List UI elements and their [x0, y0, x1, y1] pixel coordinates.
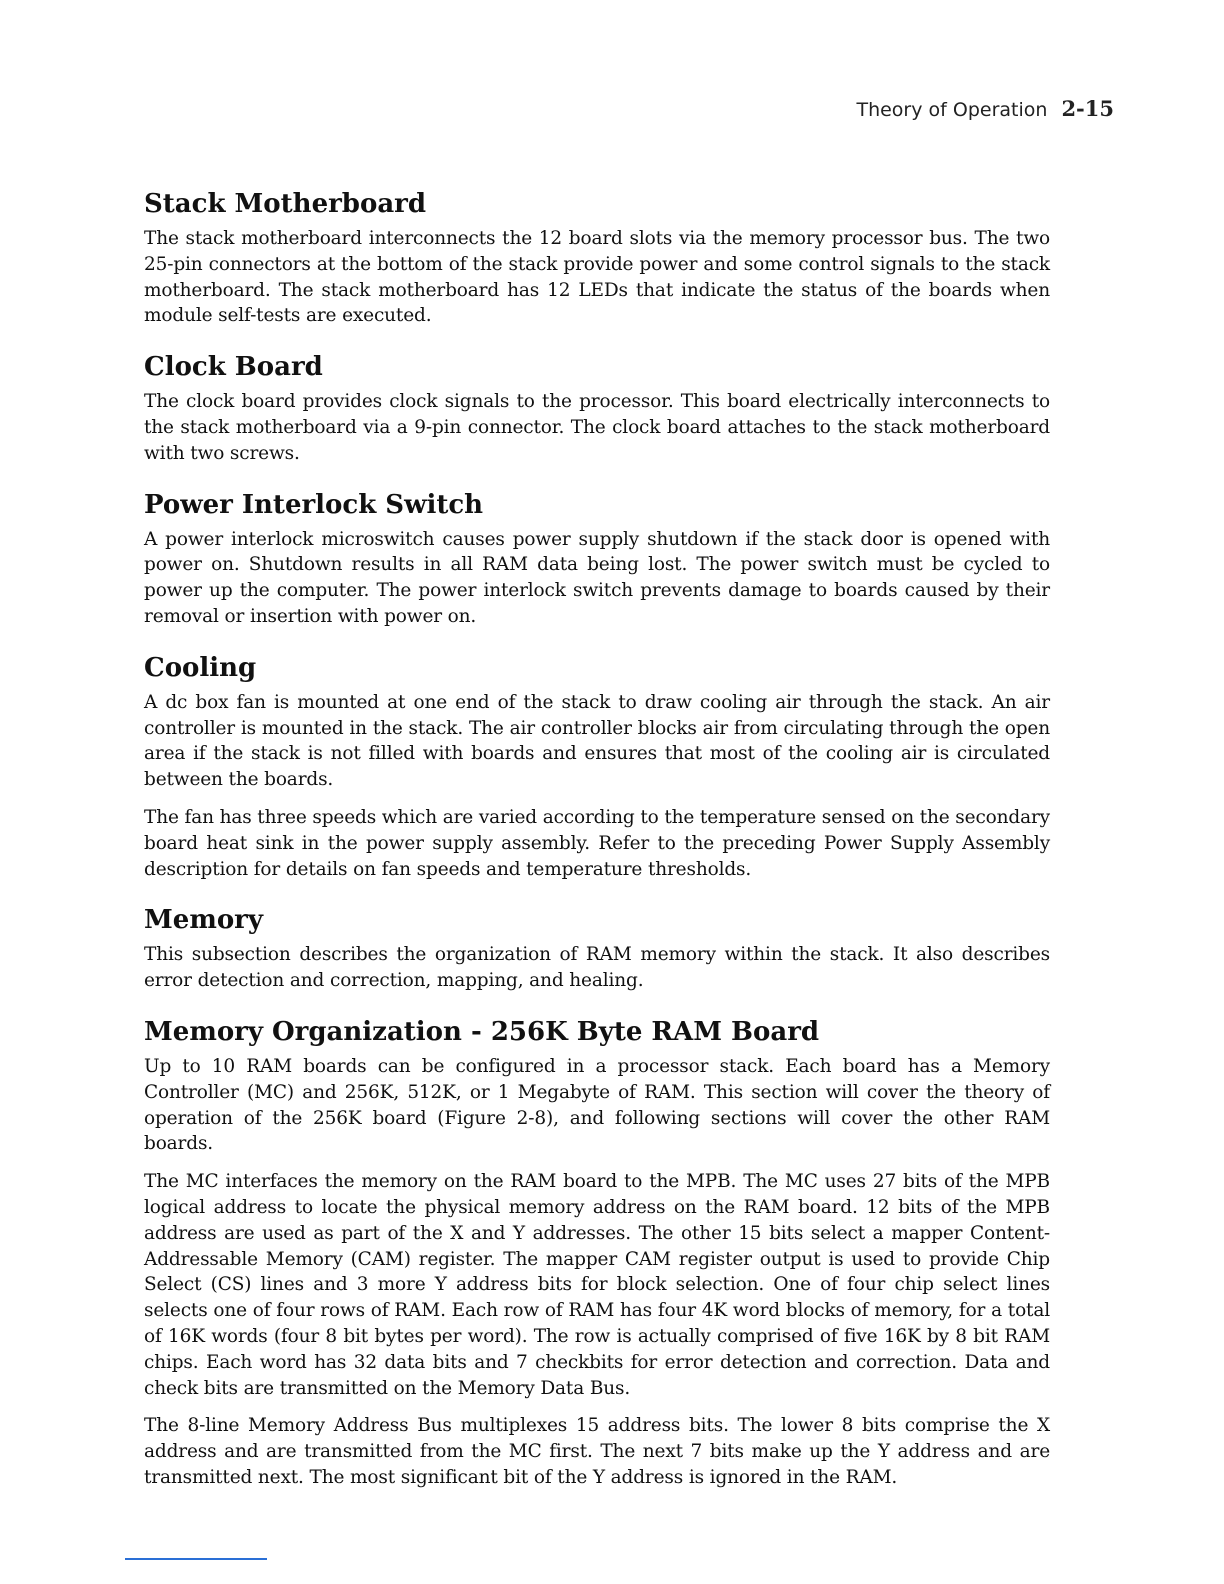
paragraph: The stack motherboard interconnects the 12 board slots via the memory processor bus. The two 25-pin connectors at the bottom of the stack provide power and some control signals to the stack motherboard. The stack motherboard has 12 LEDs that indicate the status of the boards when module self-tests are executed. [144, 228, 1050, 327]
section-cooling [144, 652, 1050, 883]
section-power-interlock-switch [144, 489, 1050, 630]
paragraph: A dc box fan is mounted at one end of the stack to draw cooling air through the stack. An air controller is mounted in the stack. The air controller blocks air from circulating through the open area if the stack is not filled with boards and ensures that most of the cooling air is circulated between the boards. [144, 691, 1050, 791]
section-heading: Clock Board [144, 352, 323, 383]
section-heading: Stack Motherboard [144, 189, 427, 219]
section-heading: Memory Organization - 256K Byte RAM Board [144, 1016, 820, 1047]
paragraph: The fan has three speeds which are varied according to the temperature sensed on the secondary board heat sink in the power supply assembly. Refer to the preceding Power Supply Assembly description for details on fan speeds and temperature thresholds. [144, 806, 1050, 880]
page-body [144, 188, 1050, 1513]
section-clock-board [144, 351, 1050, 466]
page-number: 2-15 [1061, 96, 1114, 121]
running-title: Theory of Operation [856, 99, 1048, 121]
paragraph: The MC interfaces the memory on the RAM board to the MPB. The MC uses 27 bits of the MPB logical address to locate the physical memory address on the RAM board. 12 bits of the MPB address are used as part of the X and Y addresses. The other 15 bits select a mapper Content-Addressable Memory (CAM) register. The mapper CAM register output is used to provide Chip Select (CS) lines and 3 more Y address bits for block selection. One of four chip select lines selects one of four rows of RAM. Each row of RAM has four 4K word blocks of memory, for a total of 16K words (four 8 bit bytes per word). The row is actually comprised of five 16K by 8 bit RAM chips. Each word has 32 data bits and 7 checkbits for error detection and correction. Data and check bits are transmitted on the Memory Data Bus. [144, 1171, 1050, 1399]
paragraph: This subsection describes the organization of RAM memory within the stack. It also describes error detection and correction, mapping, and healing. [144, 944, 1050, 992]
section-heading: Power Interlock Switch [144, 489, 484, 520]
section-heading: Cooling [144, 652, 257, 683]
paragraph: Up to 10 RAM boards can be configured in a processor stack. Each board has a Memory Controller (MC) and 256K, 512K, or 1 Megabyte of RAM. This section will cover the theory of operation of the 256K board (Figure 2-8), and following sections will cover the other RAM boards. [144, 1055, 1050, 1155]
section-memory-organization [144, 1016, 1050, 1491]
paragraph: A power interlock microswitch causes power supply shutdown if the stack door is opened with power on. Shutdown results in all RAM data being lost. The power switch must be cycled to power up the computer. The power interlock switch prevents damage to boards caused by their removal or insertion with power on. [144, 528, 1050, 627]
paragraph: The 8-line Memory Address Bus multiplexes 15 address bits. The lower 8 bits comprise the X address and are transmitted from the MC first. The next 7 bits make up the Y address and are transmitted next. The most significant bit of the Y address is ignored in the RAM. [144, 1415, 1050, 1488]
paragraph: The clock board provides clock signals to the processor. This board electrically interconnects to the stack motherboard via a 9-pin connector. The clock board attaches to the stack motherboard with two screws. [144, 391, 1050, 464]
section-heading: Memory [144, 905, 263, 936]
running-header [856, 96, 1114, 121]
section-stack-motherboard [144, 188, 1050, 329]
section-memory [144, 904, 1050, 994]
footer-rule [125, 1558, 267, 1560]
